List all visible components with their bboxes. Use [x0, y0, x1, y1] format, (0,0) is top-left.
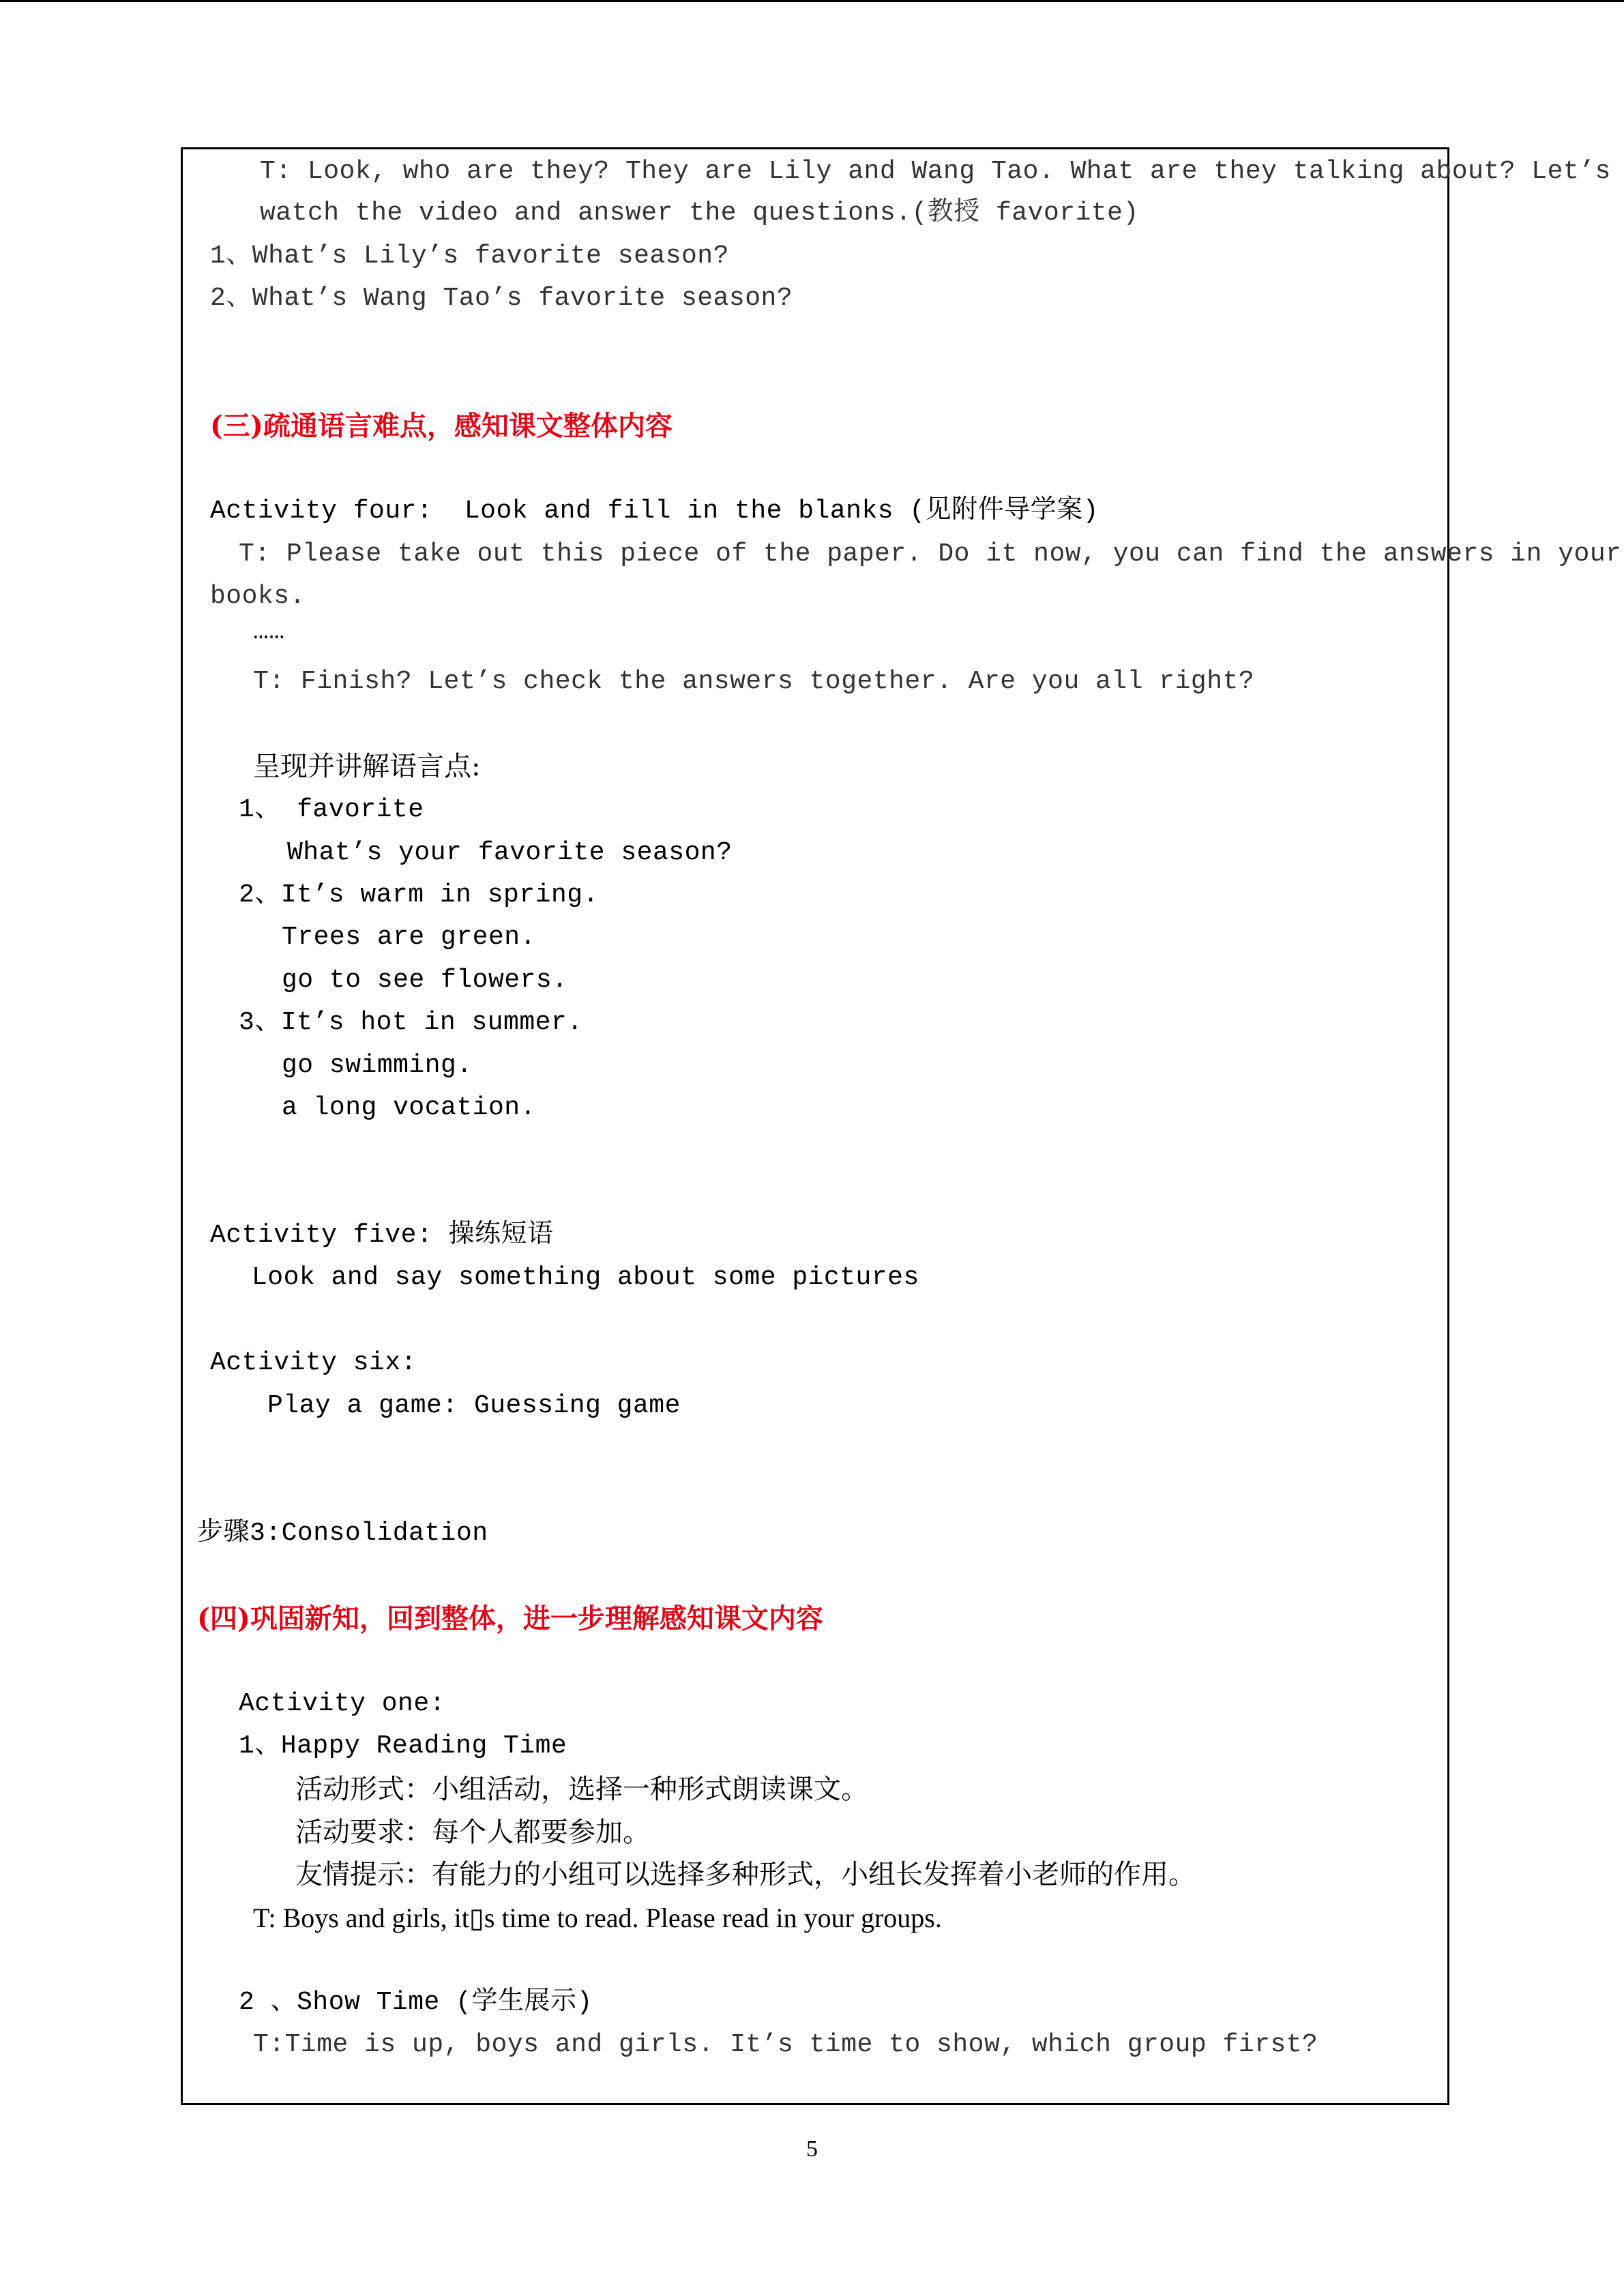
section-heading-3: (三)疏通语言难点，感知课文整体内容 — [210, 410, 673, 442]
activity-four-title: Activity four: Look and fill in the blanks (见附件导学案) — [210, 496, 1099, 526]
question-2: 2、What’s Wang Tao’s favorite season? — [210, 284, 793, 313]
happy-reading-time: 1、Happy Reading Time — [239, 1731, 567, 1761]
step-3-heading: 步骤3:Consolidation — [197, 1519, 488, 1548]
teacher-line-books: books. — [210, 582, 306, 611]
point-2-example-b: go to see flowers. — [282, 966, 568, 995]
teacher-line-watch: watch the video and answer the questions.(教授 favorite) — [260, 198, 1139, 228]
teacher-line-read: T: Boys and girls, it▯s time to read. Please read in your groups. — [253, 1903, 942, 1933]
activity-one-title: Activity one: — [239, 1689, 445, 1718]
point-3-example-a: go swimming. — [282, 1051, 473, 1080]
point-2-example-a: Trees are green. — [282, 923, 536, 952]
page-number: 5 — [806, 2136, 818, 2162]
activity-six-title: Activity six: — [210, 1348, 417, 1377]
teacher-line-finish: T: Finish? Let’s check the answers together. Are you all right? — [253, 667, 1255, 696]
ellipsis: …… — [253, 617, 285, 646]
language-points-heading: 呈现并讲解语言点: — [253, 751, 481, 782]
point-3-example-b: a long vocation. — [282, 1093, 536, 1122]
section-heading-4: (四)巩固新知，回到整体，进一步理解感知课文内容 — [197, 1602, 823, 1635]
activity-requirement: 活动要求：每个人都要参加。 — [295, 1817, 650, 1848]
teacher-line-look: T: Look, who are they? They are Lily and Wang Tao. What are they talking about? Let’s — [260, 157, 1611, 186]
top-border — [0, 0, 1624, 2]
point-1-example: What’s your favorite season? — [287, 838, 733, 867]
activity-form: 活动形式：小组活动，选择一种形式朗读课文。 — [295, 1774, 868, 1805]
teacher-line-time-up: T:Time is up, boys and girls. It’s time to show, which group first? — [253, 2030, 1318, 2059]
teacher-line-paper: T: Please take out this piece of the paper. Do it now, you can find the answers in your — [239, 539, 1622, 569]
question-1: 1、What’s Lily’s favorite season? — [210, 241, 729, 271]
point-2: 2、It’s warm in spring. — [239, 880, 599, 910]
activity-five-title: Activity five: 操练短语 — [210, 1221, 554, 1250]
show-time: 2 、Show Time (学生展示) — [239, 1988, 593, 2017]
activity-six-desc: Play a game: Guessing game — [267, 1391, 681, 1420]
friendly-tip: 友情提示：有能力的小组可以选择多种形式，小组长发挥着小老师的作用。 — [295, 1859, 1196, 1890]
point-3: 3、It’s hot in summer. — [239, 1008, 583, 1037]
activity-five-desc: Look and say something about some pictures — [252, 1263, 919, 1292]
point-1: 1、 favorite — [239, 795, 424, 824]
